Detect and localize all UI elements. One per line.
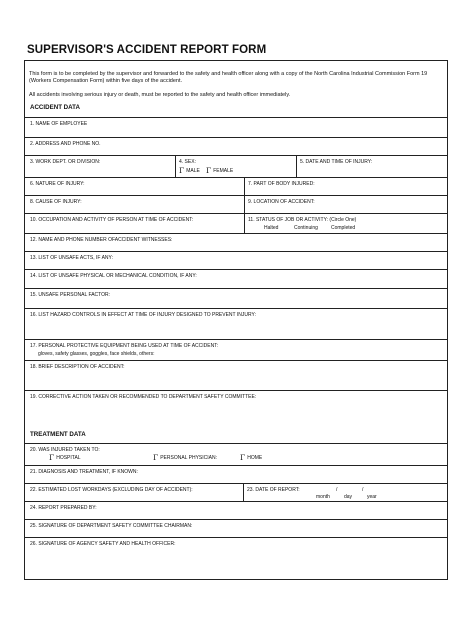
field-safety-officer-signature: 26. SIGNATURE OF AGENCY SAFETY AND HEALTH OFFICER: [30, 541, 176, 547]
field-hazard-controls: 16. LIST HAZARD CONTROLS IN EFFECT AT TIME OF INJURY DESIGNED TO PREVENT INJURY: [30, 312, 256, 318]
rule [296, 155, 297, 177]
protective-equipment-examples: gloves, safety glasses, goggles, face shields, others: [38, 351, 155, 357]
checkbox-icon: Γ [153, 453, 159, 462]
field-accident-location: 9. LOCATION OF ACCIDENT: [248, 199, 315, 205]
field-unsafe-conditions: 14. LIST OF UNSAFE PHYSICAL OR MECHANICAL CONDITION, IF ANY: [30, 273, 197, 279]
home-label: HOME [247, 455, 263, 461]
field-occupation-activity: 10. OCCUPATION AND ACTIVITY OF PERSON AT TIME OF ACCIDENT: [30, 217, 194, 223]
rule [243, 483, 244, 501]
sex-male-label: MALE [186, 168, 200, 174]
physician-label: PERSONAL PHYSICIAN: [160, 455, 217, 461]
date-day-label: day [344, 494, 353, 500]
rule [244, 177, 245, 233]
field-date-time-injury: 5. DATE AND TIME OF INJURY: [300, 159, 373, 165]
rule [24, 519, 448, 520]
rule [24, 465, 448, 466]
hospital-label: HOSPITAL [56, 455, 81, 461]
date-year-label: year [367, 494, 377, 500]
field-unsafe-acts: 13. LIST OF UNSAFE ACTS, IF ANY: [30, 255, 113, 261]
field-report-prepared-by: 24. REPORT PREPARED BY: [30, 505, 97, 511]
rule [24, 360, 448, 361]
section-accident-data: ACCIDENT DATA [30, 104, 80, 111]
field-date-of-report: 23. DATE OF REPORT: [247, 487, 300, 493]
sex-female-label: FEMALE [213, 168, 234, 174]
field-corrective-action: 19. CORRECTIVE ACTION TAKEN OR RECOMMENDED TO DEPARTMENT SAFETY COMMITTEE: [30, 394, 257, 400]
form-frame [24, 60, 448, 580]
date-separator: / [336, 487, 338, 493]
sex-option-male[interactable] [179, 168, 200, 174]
rule [24, 269, 448, 270]
rule [24, 308, 448, 309]
rule [24, 195, 448, 196]
field-accident-description: 18. BRIEF DESCRIPTION OF ACCIDENT: [30, 364, 125, 370]
field-work-dept: 3. WORK DEPT. OR DIVISION: [30, 159, 101, 165]
rule [24, 233, 448, 234]
checkbox-icon: Γ [49, 453, 55, 462]
status-option-completed[interactable]: Completed [331, 225, 356, 231]
section-treatment-data: TREATMENT DATA [30, 431, 86, 438]
taken-to-hospital[interactable] [49, 455, 81, 461]
rule [175, 155, 176, 177]
checkbox-icon: Γ [240, 453, 246, 462]
rule [24, 390, 448, 391]
taken-to-home[interactable] [240, 455, 262, 461]
rule [24, 177, 448, 178]
intro-note: All accidents involving serious injury or death, must be reported to the safety and health officer immediately. [29, 92, 291, 98]
rule [24, 213, 448, 214]
rule [24, 339, 448, 340]
field-nature-of-injury: 6. NATURE OF INJURY: [30, 181, 85, 187]
field-job-status: 11. STATUS OF JOB OR ACTIVITY: (Circle One) [248, 217, 357, 223]
field-witnesses: 12. NAME AND PHONE NUMBER OFACCIDENT WITNESSES: [30, 237, 173, 243]
status-option-halted[interactable]: Halted [264, 225, 279, 231]
rule [24, 251, 448, 252]
field-body-part: 7. PART OF BODY INJURED: [248, 181, 315, 187]
form-title: SUPERVISOR'S ACCIDENT REPORT FORM [27, 44, 267, 56]
field-address-phone: 2. ADDRESS AND PHONE NO. [30, 141, 101, 147]
intro-paragraph: This form is to be completed by the supervisor and forwarded to the safety and health officer along with a copy of the North Carolina Industrial Commission Form 19 (Workers Compensation Form) within five days of the accident. [29, 71, 428, 84]
field-sex: 4. SEX: [179, 159, 196, 165]
rule [24, 137, 448, 138]
taken-to-physician[interactable] [153, 455, 217, 461]
rule [24, 483, 448, 484]
checkbox-icon: Γ [206, 166, 212, 175]
field-protective-equipment: 17. PERSONAL PROTECTIVE EQUIPMENT BEING USED AT TIME OF ACCIDENT: [30, 343, 219, 349]
field-unsafe-personal-factor: 15. UNSAFE PERSONAL FACTOR: [30, 292, 111, 298]
rule [24, 155, 448, 156]
field-diagnosis-treatment: 21. DIAGNOSIS AND TREATMENT, IF KNOWN: [30, 469, 138, 475]
date-separator: / [362, 487, 364, 493]
status-option-continuing[interactable]: Continuing [294, 225, 318, 231]
field-cause-of-injury: 8. CAUSE OF INJURY: [30, 199, 82, 205]
field-employee-name: 1. NAME OF EMPLOYEE [30, 121, 88, 127]
field-committee-chairman-signature: 25. SIGNATURE OF DEPARTMENT SAFETY COMMITTEE CHAIRMAN: [30, 523, 193, 529]
field-lost-workdays: 22. ESTIMATED LOST WORKDAYS (EXCLUDING DAY OF ACCIDENT): [30, 487, 193, 493]
field-injured-taken-to: 20. WAS INJURED TAKEN TO: [30, 447, 100, 453]
rule [24, 288, 448, 289]
rule [24, 117, 448, 118]
checkbox-icon: Γ [179, 166, 185, 175]
rule [24, 537, 448, 538]
rule [24, 443, 448, 444]
date-month-label: month [316, 494, 330, 500]
sex-option-female[interactable] [206, 168, 233, 174]
rule [24, 501, 448, 502]
